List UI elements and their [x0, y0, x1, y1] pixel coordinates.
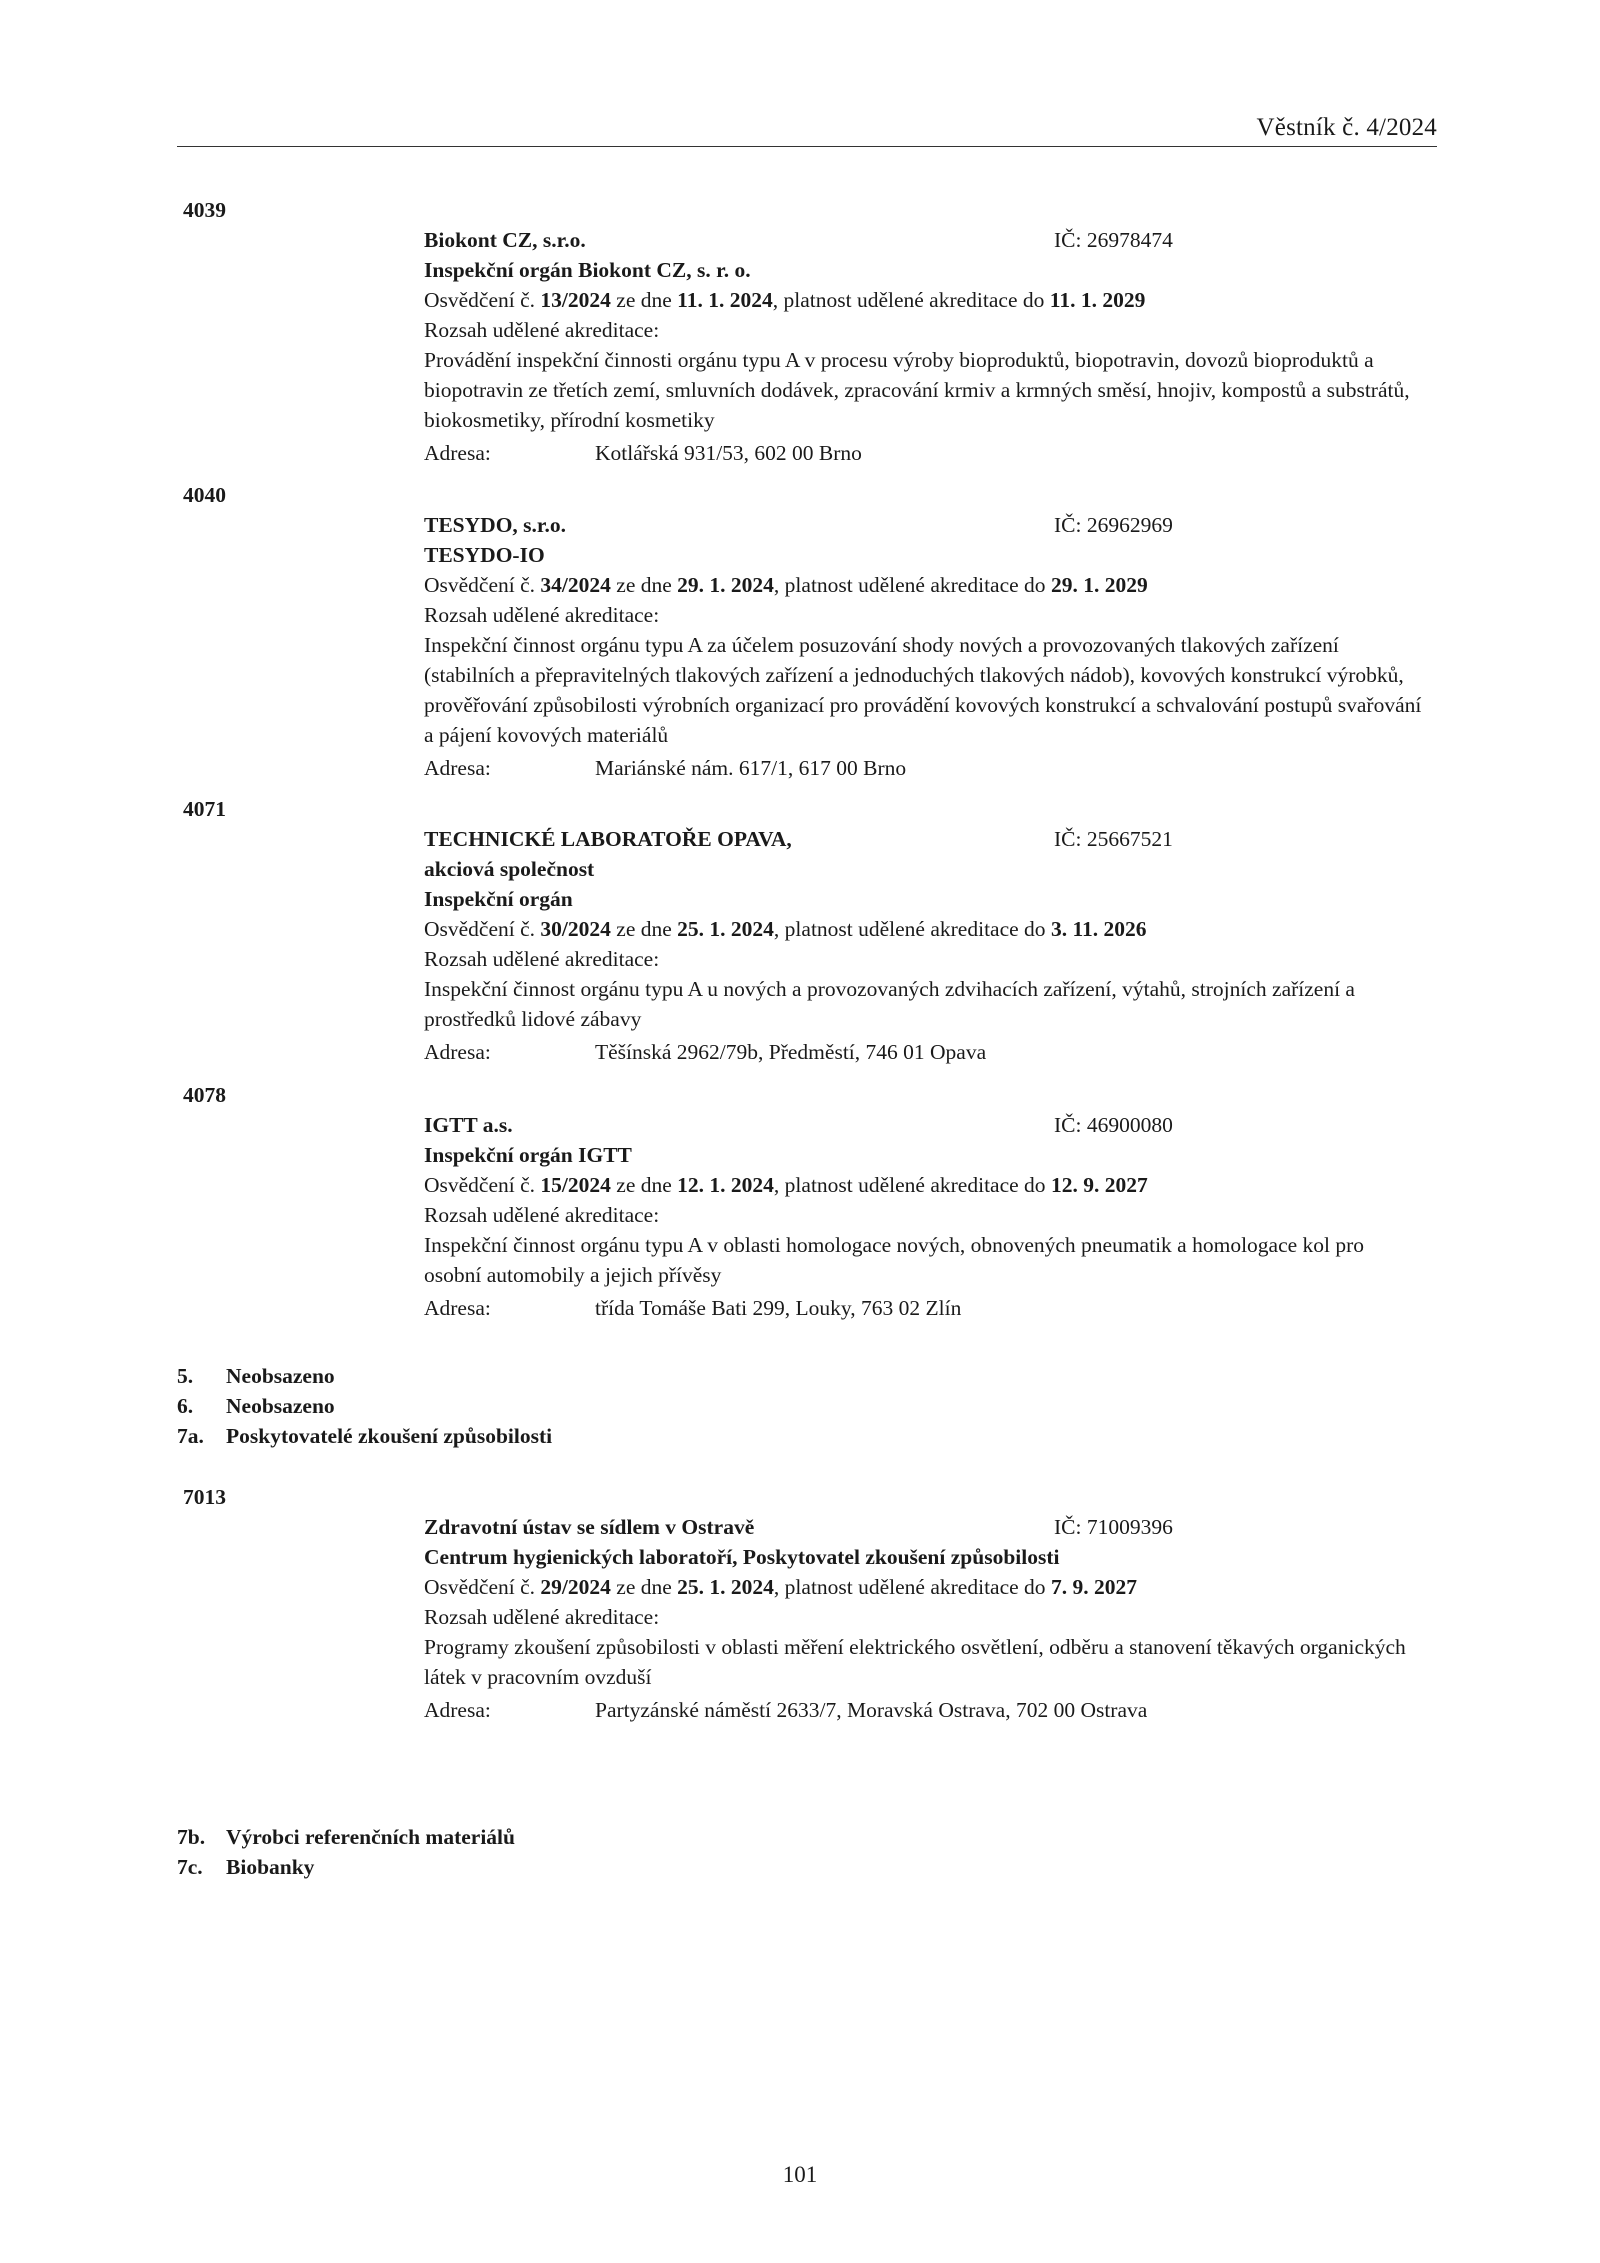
company-name: Zdravotní ústav se sídlem v Ostravě — [424, 1515, 755, 1539]
organ-name: Centrum hygienických laboratoří, Poskytovatel zkoušení způsobilosti — [424, 1545, 1060, 1569]
section-headings-b — [177, 1822, 515, 1882]
entry-4040 — [177, 480, 1437, 780]
organ-name: TESYDO-IO — [424, 543, 545, 567]
organ-name: Inspekční orgán Biokont CZ, s. r. o. — [424, 258, 751, 282]
company-name: TESYDO, s.r.o. — [424, 513, 566, 537]
address-value: Mariánské nám. 617/1, 617 00 Brno — [595, 756, 907, 780]
scope-text: Inspekční činnost orgánu typu A za účelem posuzování shody nových a provozovaných tlakových zařízení (stabilních a přepravitelných tlakových zařízení a jednoduchých tlakových nádob), kovových konstrukcí výrobků, prověřování způsobilosti výrobních organizací pro provádění kovových konstrukcí a schvalování postupů svařování a pájení kovových materiálů — [424, 633, 1422, 747]
address-line: Adresa: Těšínská 2962/79b, Předměstí, 746 01 Opava — [424, 1040, 987, 1064]
section-heading: 7b. Výrobci referenčních materiálů — [177, 1825, 515, 1849]
entry-7013 — [177, 1482, 1437, 1722]
address-value: třída Tomáše Bati 299, Louky, 763 02 Zlín — [595, 1296, 962, 1320]
page-number: 101 — [782, 2162, 818, 2187]
ic-number: IČ: 71009396 — [1054, 1515, 1173, 1539]
ic-number: IČ: 26962969 — [1054, 513, 1173, 537]
page-header-title: Věstník č. 4/2024 — [1256, 114, 1437, 141]
scope-label: Rozsah udělené akreditace: — [424, 318, 660, 342]
section-heading: 5. Neobsazeno — [177, 1364, 335, 1388]
address-value: Kotlářská 931/53, 602 00 Brno — [595, 441, 862, 465]
address-line: Adresa: Partyzánské náměstí 2633/7, Moravská Ostrava, 702 00 Ostrava — [424, 1698, 1148, 1722]
certificate-line: Osvědčení č. 34/2024 ze dne 29. 1. 2024, platnost udělené akreditace do 29. 1. 2029 — [424, 573, 1148, 597]
address-value: Těšínská 2962/79b, Předměstí, 746 01 Opava — [595, 1040, 987, 1064]
company-name: Biokont CZ, s.r.o. — [424, 228, 586, 252]
section-headings-a — [177, 1361, 552, 1451]
section-heading: 6. Neobsazeno — [177, 1394, 335, 1418]
company-name-continued: akciová společnost — [424, 857, 595, 881]
scope-text: Inspekční činnost orgánu typu A u nových a provozovaných zdvihacích zařízení, výtahů, strojních zařízení a prostředků lidové zábavy — [424, 977, 1355, 1031]
certificate-line: Osvědčení č. 15/2024 ze dne 12. 1. 2024, platnost udělené akreditace do 12. 9. 2027 — [424, 1173, 1148, 1197]
certificate-line: Osvědčení č. 30/2024 ze dne 25. 1. 2024, platnost udělené akreditace do 3. 11. 2026 — [424, 917, 1147, 941]
section-heading: 7c. Biobanky — [177, 1855, 315, 1879]
company-name: IGTT a.s. — [424, 1113, 513, 1137]
entry-number: 4039 — [183, 198, 226, 222]
address-line: Adresa: Mariánské nám. 617/1, 617 00 Brno — [424, 756, 907, 780]
scope-text: Inspekční činnost orgánu typu A v oblasti homologace nových, obnovených pneumatik a homologace kol pro osobní automobily a jejich přívěsy — [424, 1233, 1365, 1287]
address-value: Partyzánské náměstí 2633/7, Moravská Ostrava, 702 00 Ostrava — [595, 1698, 1148, 1722]
scope-label: Rozsah udělené akreditace: — [424, 1203, 660, 1227]
entry-4078 — [177, 1080, 1437, 1320]
entry-number: 4078 — [183, 1083, 226, 1107]
scope-text: Provádění inspekční činnosti orgánu typu A v procesu výroby bioproduktů, biopotravin, dovozů bioproduktů a biopotravin ze třetích zemí, smluvních dodávek, zpracování krmiv a krmných směsí, hnojiv, kompostů a substrátů, biokosmetiky, přírodní kosmetiky — [424, 348, 1410, 432]
organ-name: Inspekční orgán — [424, 887, 573, 911]
entry-number: 4040 — [183, 483, 226, 507]
company-name: TECHNICKÉ LABORATOŘE OPAVA, — [424, 827, 792, 851]
ic-number: IČ: 46900080 — [1054, 1113, 1173, 1137]
address-line: Adresa: třída Tomáše Bati 299, Louky, 763 02 Zlín — [424, 1296, 962, 1320]
entry-number: 7013 — [183, 1485, 226, 1509]
entry-4071 — [177, 794, 1437, 1064]
organ-name: Inspekční orgán IGTT — [424, 1143, 632, 1167]
address-line: Adresa: Kotlářská 931/53, 602 00 Brno — [424, 441, 862, 465]
entry-4039 — [177, 195, 1437, 465]
scope-label: Rozsah udělené akreditace: — [424, 603, 660, 627]
ic-number: IČ: 26978474 — [1054, 228, 1173, 252]
header-divider — [177, 146, 1437, 147]
certificate-line: Osvědčení č. 29/2024 ze dne 25. 1. 2024, platnost udělené akreditace do 7. 9. 2027 — [424, 1575, 1137, 1599]
scope-label: Rozsah udělené akreditace: — [424, 1605, 660, 1629]
certificate-line: Osvědčení č. 13/2024 ze dne 11. 1. 2024, platnost udělené akreditace do 11. 1. 2029 — [424, 288, 1146, 312]
ic-number: IČ: 25667521 — [1054, 827, 1173, 851]
scope-label: Rozsah udělené akreditace: — [424, 947, 660, 971]
entry-number: 4071 — [183, 797, 226, 821]
scope-text: Programy zkoušení způsobilosti v oblasti měření elektrického osvětlení, odběru a stanovení těkavých organických látek v pracovním ovzduší — [424, 1635, 1406, 1689]
section-heading: 7a. Poskytovatelé zkoušení způsobilosti — [177, 1424, 553, 1448]
